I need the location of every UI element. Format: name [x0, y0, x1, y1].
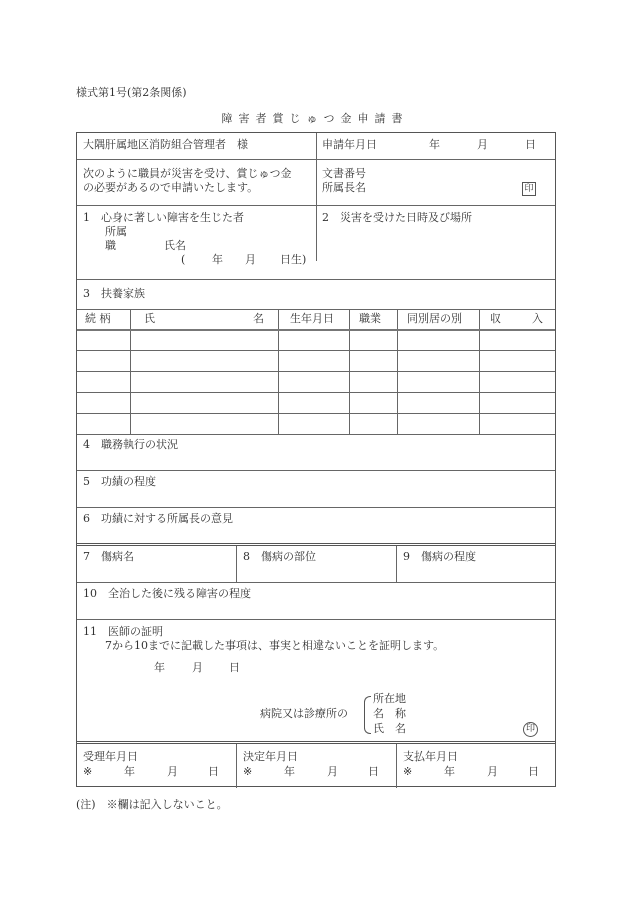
table-cell[interactable] [278, 413, 349, 434]
cert-year[interactable]: 年 [154, 661, 165, 674]
paid-date-label: 支払年月日 [403, 750, 458, 763]
head-name-label[interactable]: 所属長名 [322, 181, 366, 194]
table-cell[interactable] [77, 350, 130, 371]
decided-date-label: 決定年月日 [243, 750, 298, 763]
table-cell[interactable] [479, 413, 555, 434]
addressee: 大隅肝属地区消防組合管理者 様 [83, 138, 248, 151]
table-cell[interactable] [77, 329, 130, 350]
table-cell[interactable] [77, 371, 130, 392]
name-label[interactable]: 氏名 [164, 239, 186, 252]
table-cell[interactable] [479, 350, 555, 371]
section2-label: 2 災害を受けた日時及び場所 [322, 211, 472, 224]
table-cell[interactable] [397, 371, 479, 392]
table-cell[interactable] [479, 392, 555, 413]
divider [396, 546, 397, 582]
column-header-income-left: 収 [490, 312, 501, 325]
table-cell[interactable] [130, 413, 278, 434]
table-cell[interactable] [397, 413, 479, 434]
table-cell[interactable] [130, 392, 278, 413]
received-mark: ※ [83, 765, 93, 778]
birth-month[interactable]: 月 [245, 253, 256, 266]
table-cell[interactable] [349, 371, 397, 392]
cert-day[interactable]: 日 [229, 661, 240, 674]
birth-day[interactable]: 日生) [280, 253, 307, 266]
facility-name[interactable]: 名 称 [373, 707, 406, 720]
divider [77, 507, 555, 508]
application-date-year[interactable]: 年 [429, 138, 440, 151]
table-cell[interactable] [130, 350, 278, 371]
column-header-birth-date: 生年月日 [290, 312, 334, 325]
decided-mark: ※ [243, 765, 253, 778]
decided-month[interactable]: 月 [327, 765, 338, 778]
birth-year[interactable]: 年 [212, 253, 223, 266]
received-year[interactable]: 年 [124, 765, 135, 778]
table-cell[interactable] [77, 392, 130, 413]
column-header-name-given: 名 [253, 312, 264, 325]
affiliation-label[interactable]: 所属 [105, 225, 127, 238]
section5-label: 5 功績の程度 [83, 475, 156, 488]
divider [236, 744, 237, 788]
received-month[interactable]: 月 [167, 765, 178, 778]
section4-label: 4 職務執行の状況 [83, 438, 178, 451]
facility-location[interactable]: 所在地 [373, 692, 406, 705]
paid-month[interactable]: 月 [487, 765, 498, 778]
position-label[interactable]: 職 [105, 239, 116, 252]
decided-day[interactable]: 日 [368, 765, 379, 778]
table-cell[interactable] [397, 329, 479, 350]
received-date-label: 受理年月日 [83, 750, 138, 763]
divider [316, 133, 317, 261]
section1-label: 1 心身に著しい障害を生じた者 [83, 211, 244, 224]
table-cell[interactable] [278, 371, 349, 392]
paid-year[interactable]: 年 [444, 765, 455, 778]
table-cell[interactable] [397, 350, 479, 371]
divider [77, 582, 555, 583]
decided-year[interactable]: 年 [284, 765, 295, 778]
divider [77, 543, 555, 546]
footnote: (注) ※欄は記入しないこと。 [76, 798, 228, 811]
table-cell[interactable] [349, 329, 397, 350]
table-cell[interactable] [479, 329, 555, 350]
table-cell[interactable] [278, 329, 349, 350]
column-header-occupation: 職業 [359, 312, 381, 325]
table-cell[interactable] [349, 413, 397, 434]
divider [77, 279, 555, 280]
column-header-residence-status: 同別居の別 [407, 312, 462, 325]
application-date-label: 申請年月日 [322, 138, 377, 151]
table-cell[interactable] [479, 371, 555, 392]
divider [77, 205, 555, 206]
application-date-day[interactable]: 日 [525, 138, 536, 151]
section3-label: 3 扶養家族 [83, 287, 145, 300]
column-header-income-right: 入 [532, 312, 543, 325]
seal-icon: 印 [523, 722, 538, 737]
statement-line2: の必要があるので申請いたします。 [83, 181, 259, 194]
form-code: 様式第1号(第2条関係) [76, 86, 187, 99]
divider [77, 309, 555, 310]
page-title: 障害者賞じゅつ金申請書 [221, 112, 409, 125]
seal-icon: 印 [522, 182, 536, 196]
divider [396, 744, 397, 788]
brace-icon [364, 696, 371, 734]
divider [77, 434, 555, 435]
section8-label: 8 傷病の部位 [243, 550, 316, 563]
certification-statement: 7から10までに記載した事項は、事実と相違ないことを証明します。 [105, 639, 445, 652]
document-number-label[interactable]: 文書番号 [322, 167, 366, 180]
divider [77, 741, 555, 744]
application-form [76, 132, 556, 787]
section9-label: 9 傷病の程度 [403, 550, 476, 563]
paid-day[interactable]: 日 [528, 765, 539, 778]
table-cell[interactable] [349, 350, 397, 371]
divider [77, 619, 555, 620]
facility-prefix: 病院又は診療所の [260, 707, 348, 720]
statement-line1: 次のように職員が災害を受け、賞じゅつ金 [83, 167, 292, 180]
birth-open: ( [181, 253, 186, 266]
section7-label: 7 傷病名 [83, 550, 134, 563]
table-cell[interactable] [278, 350, 349, 371]
divider [77, 159, 555, 160]
table-cell[interactable] [278, 392, 349, 413]
section10-label: 10 全治した後に残る障害の程度 [83, 587, 251, 600]
column-header-relationship: 続 柄 [85, 312, 111, 325]
divider [236, 546, 237, 582]
paid-mark: ※ [403, 765, 413, 778]
table-cell[interactable] [77, 413, 130, 434]
table-cell[interactable] [349, 392, 397, 413]
divider [77, 470, 555, 471]
application-date-month[interactable]: 月 [477, 138, 488, 151]
doctor-name[interactable]: 氏 名 [373, 722, 406, 735]
cert-month[interactable]: 月 [192, 661, 203, 674]
section11-label: 11 医師の証明 [83, 625, 163, 638]
table-cell[interactable] [130, 371, 278, 392]
column-header-name-surname: 氏 [144, 312, 155, 325]
table-cell[interactable] [397, 392, 479, 413]
received-day[interactable]: 日 [208, 765, 219, 778]
section6-label: 6 功績に対する所属長の意見 [83, 512, 233, 525]
table-cell[interactable] [130, 329, 278, 350]
